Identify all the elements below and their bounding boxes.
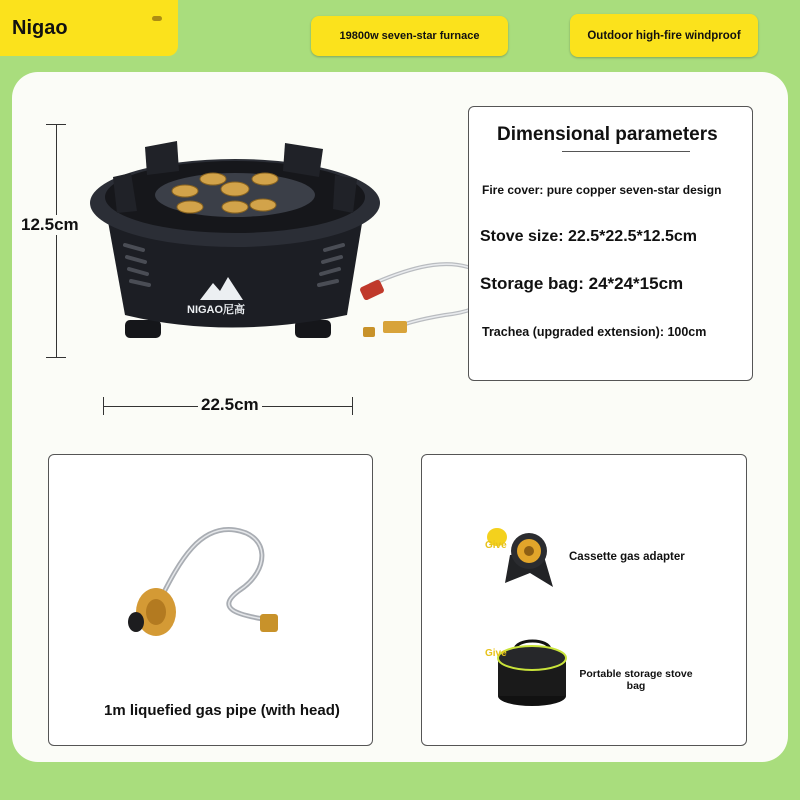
- storage-bag-spec: Storage bag: 24*24*15cm: [480, 274, 684, 293]
- storage-bag-label: Portable storage stove bag: [579, 668, 693, 692]
- gas-pipe-label: 1m liquefied gas pipe (with head): [104, 702, 340, 719]
- gas-pipe-image: [120, 520, 285, 650]
- brand-badge: [0, 0, 178, 56]
- gas-adapter-label: Cassette gas adapter: [569, 551, 685, 563]
- height-line-bottom-cap: [46, 357, 66, 358]
- stove-size-spec: Stove size: 22.5*22.5*12.5cm: [480, 228, 698, 245]
- height-line: [56, 124, 57, 358]
- brand-dot: [152, 16, 162, 21]
- height-label: 12.5cm: [21, 215, 79, 234]
- stove-image: [85, 125, 495, 360]
- storage-bag-image: [495, 636, 570, 708]
- fire-cover-spec: Fire cover: pure copper seven-star design: [482, 183, 722, 197]
- furnace-badge: [311, 16, 508, 56]
- stove-logo: NIGAO尼高: [187, 304, 246, 316]
- width-line-right-cap: [352, 397, 353, 415]
- accessories-box: [421, 454, 747, 746]
- outdoor-badge-label: Outdoor high-fire windproof: [587, 29, 741, 42]
- brand-name: Nigao: [12, 16, 68, 39]
- dimensions-title: Dimensional parameters: [497, 124, 718, 145]
- bag-give-tag: Give: [485, 648, 507, 659]
- adapter-give-tag: Give: [485, 540, 507, 551]
- dimensions-title-underline: [562, 151, 690, 152]
- width-label: 22.5cm: [198, 395, 262, 415]
- outdoor-badge: [570, 14, 758, 57]
- trachea-spec: Trachea (upgraded extension): 100cm: [482, 325, 707, 339]
- gas-adapter-image: [485, 525, 560, 593]
- furnace-badge-label: 19800w seven-star furnace: [339, 30, 480, 42]
